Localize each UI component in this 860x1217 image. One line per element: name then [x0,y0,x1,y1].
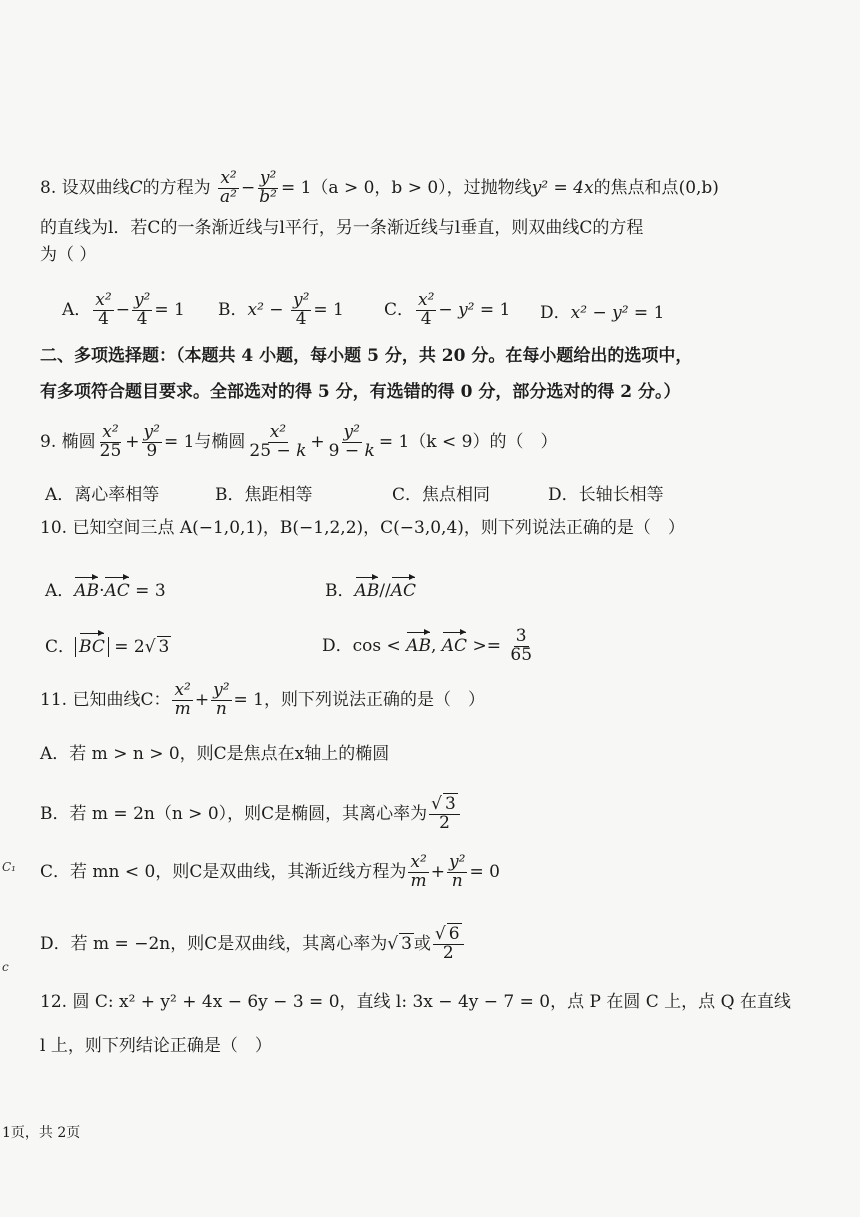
q12-line2: l 上，则下列结论正确是（ ） [40,1036,272,1056]
q8-line1: 8. 设双曲线C的方程为 $\frac{\text{x²}}{\text{a²}}$ − $\frac{\text{y²}}{\text{b²}}$ = 1（a > 0，b > 0），过抛物线y² = 4x的焦点和点(0,b) [40,168,719,207]
q8-text-end: 的焦点和点 [593,177,679,198]
q8-cond: （a > 0，b > 0），过抛物线 [311,177,532,198]
margin-mark-c: c [2,960,9,974]
q8-option-c[interactable]: C． $\frac{\text{x²}}{4}$ − y² = 1 [384,290,511,329]
q10-option-b[interactable]: B．AB//AC [325,581,417,601]
q8-line3: 为（ ） [40,245,97,265]
q8-line2: 的直线为l．若C的一条渐近线与l平行，另一条渐近线与l垂直，则双曲线C的方程 [40,218,644,238]
q10-option-d[interactable]: D．cos < AB, AC >= $\frac{3}{65}$ [322,626,533,665]
q8-option-d[interactable]: D．x² − y² = 1 [540,303,665,323]
q8-option-b[interactable]: B．x² − $\frac{\text{y²}}{4}$ = 1 [218,290,344,329]
margin-mark-c1: C₁ [2,860,16,874]
q8-text: 8. 设双曲线 [40,177,130,198]
section2-subheading: 有多项符合题目要求。全部选对的得 5 分，有选错的得 0 分，部分选对的得 2 分。） [40,382,681,402]
q8-text-mid: 的方程为 [142,177,211,198]
q9-stem: 9. 椭圆 $\frac{\text{x²}}{25}$ + $\frac{\text{y²}}{9}$ = 1与椭圆 $\frac{\text{x²}}{25 - k}$ + $\frac{\text{y²}}{9 - k}$ = 1（k < 9）的（ ） [40,422,558,461]
q8-option-a[interactable]: A． $\frac{\text{x²}}{4}$ − $\frac{\text{y²}}{4}$ = 1 [62,290,185,329]
q10-option-a[interactable]: A．AB·AC = 3 [45,581,166,601]
q9-option-c[interactable]: C．焦点相同 [392,485,491,505]
q10-stem: 10. 已知空间三点 A(−1,0,1)，B(−1,2,2)，C(−3,0,4)，则下列说法正确的是（ ） [40,518,685,538]
q10-option-c[interactable]: C． BC = 2√ 3 [45,637,170,657]
q9-option-a[interactable]: A．离心率相等 [45,485,160,505]
section2-heading: 二、多项选择题：（本题共 4 小题，每小题 5 分，共 20 分。在每小题给出的选项中， [40,346,693,366]
q9-option-b[interactable]: B．焦距相等 [215,485,313,505]
q8-frac-y2b2: $\frac{\text{y²}}{\text{b²}}$ [259,168,277,207]
q8-var-c: C [129,177,143,198]
q8-point: (0,b) [678,177,719,198]
q12-line1: 12. 圆 C: x² + y² + 4x − 6y − 3 = 0，直线 l: 3x − 4y − 7 = 0，点 P 在圆 C 上，点 Q 在直线 [40,992,791,1012]
page-footer: 1页，共 2页 [2,1125,81,1141]
q8-parabola: y² = 4x [531,177,594,198]
q11-option-a[interactable]: A．若 m > n > 0，则C是焦点在x轴上的椭圆 [40,744,390,764]
q11-option-b[interactable]: B．若 m = 2n（n > 0），则C是椭圆，其离心率为 $\frac{√ 3}{2}$ [40,796,462,833]
q9-option-d[interactable]: D．长轴长相等 [548,485,664,505]
q11-option-c[interactable]: C．若 mn < 0，则C是双曲线，其渐近线方程为 $\frac{\text{x²}}{m}$ + $\frac{\text{y²}}{n}$ = 0 [40,852,500,891]
q11-stem: 11. 已知曲线C： $\frac{\text{x²}}{m}$ + $\frac{\text{y²}}{n}$ = 1，则下列说法正确的是（ ） [40,680,485,719]
q8-frac-x2a2: $\frac{\text{x²}}{\text{a²}}$ [220,168,237,207]
q11-option-d[interactable]: D．若 m = −2n，则C是双曲线，其离心率为√ 3 或 $\frac{√ 6}{2}$ [40,926,466,963]
